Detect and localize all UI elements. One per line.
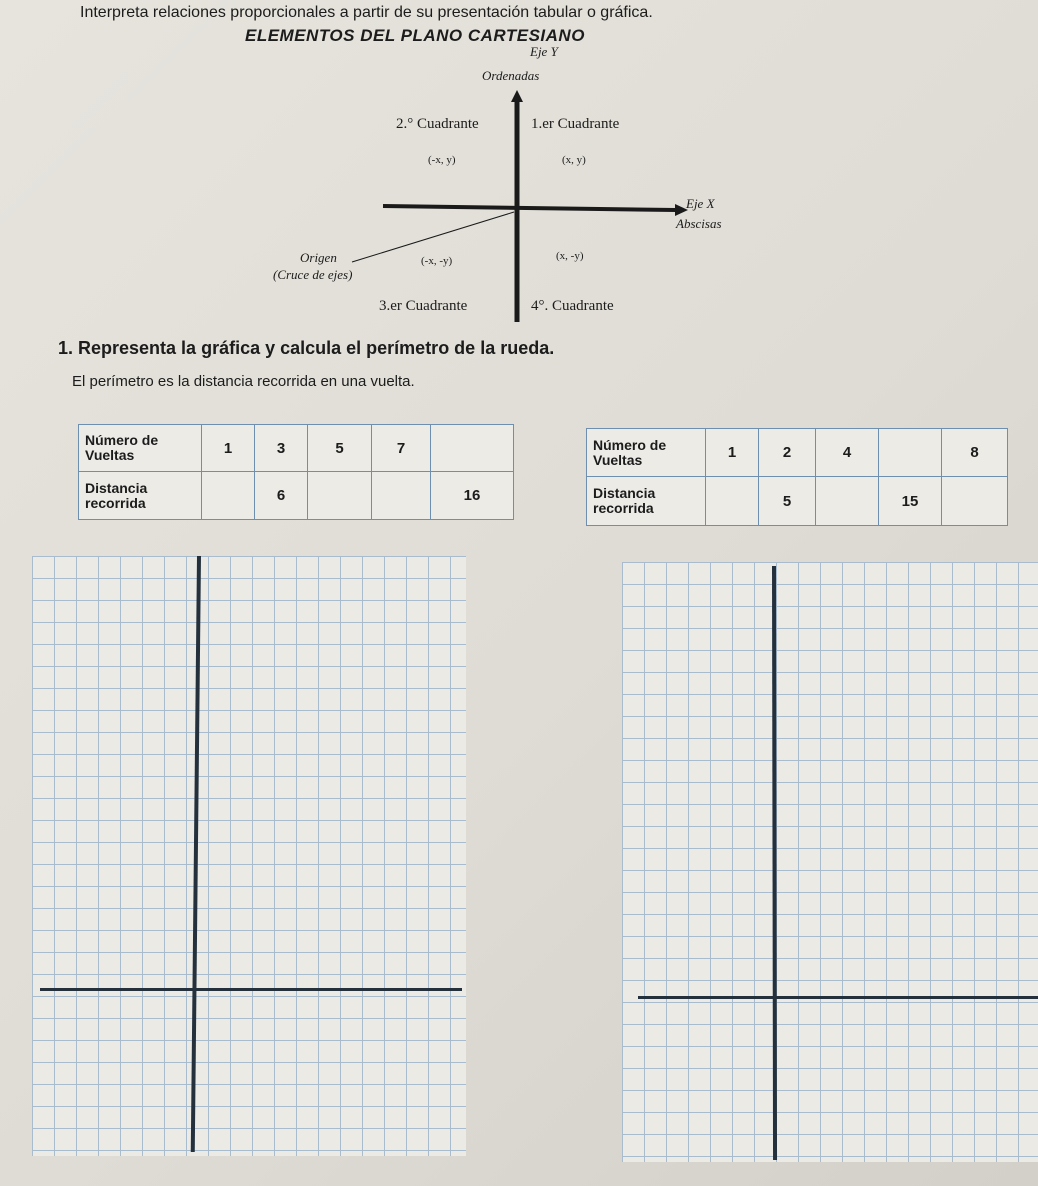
quadrant-2-coord: (-x, y)	[428, 154, 456, 166]
graph-right-x-axis	[638, 996, 1038, 999]
table-1-cell[interactable]	[372, 472, 431, 520]
quadrant-3-label: 3.er Cuadrante	[379, 298, 468, 314]
table-2-cell[interactable]	[706, 477, 759, 526]
table-1-cell[interactable]: 1	[202, 425, 255, 472]
table-1-cell[interactable]: 5	[308, 425, 372, 472]
plane-axes	[0, 0, 1038, 340]
origin-sub: (Cruce de ejes)	[273, 267, 353, 282]
table-1-cell[interactable]: 16	[431, 472, 514, 520]
y-axis-sub: Ordenadas	[482, 68, 540, 83]
table-2-cell[interactable]: 4	[816, 429, 879, 477]
table-1-cell[interactable]	[308, 472, 372, 520]
table-2-cell[interactable]: 15	[879, 477, 942, 526]
table-1-cell[interactable]: 6	[255, 472, 308, 520]
plane-x-axis	[383, 206, 676, 210]
graph-grid-left[interactable]	[32, 556, 466, 1156]
worksheet-header: Interpreta relaciones proporcionales a partir de su presentación tabular o gráfica.	[80, 4, 653, 21]
origin-label: Origen	[300, 250, 337, 265]
table-1	[78, 424, 514, 520]
graph-grid-right[interactable]	[622, 562, 1038, 1162]
quadrant-1-coord: (x, y)	[562, 154, 586, 166]
table-2	[586, 428, 1008, 526]
table-1-header-laps: Número de Vueltas	[79, 425, 202, 472]
table-2-cell[interactable]: 8	[942, 429, 1008, 477]
table-2-cell[interactable]	[816, 477, 879, 526]
table-2-cell[interactable]: 5	[759, 477, 816, 526]
table-1-cell[interactable]: 7	[372, 425, 431, 472]
plane-title: ELEMENTOS DEL PLANO CARTESIANO	[245, 26, 585, 45]
table-2-cell[interactable]: 1	[706, 429, 759, 477]
table-1-header-distance: Distancia recorrida	[79, 472, 202, 520]
graph-left-x-axis	[40, 988, 462, 991]
x-axis-sub: Abscisas	[676, 216, 722, 231]
y-axis-name: Eje Y	[530, 44, 558, 59]
question-subtitle: El perímetro es la distancia recorrida en una vuelta.	[72, 373, 415, 390]
plane-y-arrow	[511, 90, 523, 102]
graph-right-y-axis	[772, 566, 777, 1160]
quadrant-1-label: 1.er Cuadrante	[531, 116, 620, 132]
table-2-header-distance: Distancia recorrida	[587, 477, 706, 526]
graph-left-y-axis	[191, 556, 201, 1152]
table-2-cell[interactable]: 2	[759, 429, 816, 477]
quadrant-2-label: 2.° Cuadrante	[396, 116, 479, 132]
table-1-cell[interactable]	[431, 425, 514, 472]
x-axis-name: Eje X	[686, 196, 715, 211]
table-1-cell[interactable]	[202, 472, 255, 520]
table-1-cell[interactable]: 3	[255, 425, 308, 472]
quadrant-4-label: 4°. Cuadrante	[531, 298, 614, 314]
question-title: 1. Representa la gráfica y calcula el perímetro de la rueda.	[58, 338, 555, 358]
quadrant-4-coord: (x, -y)	[556, 250, 584, 262]
table-2-cell[interactable]	[879, 429, 942, 477]
quadrant-3-coord: (-x, -y)	[421, 255, 453, 267]
table-2-header-laps: Número de Vueltas	[587, 429, 706, 477]
table-2-cell[interactable]	[942, 477, 1008, 526]
